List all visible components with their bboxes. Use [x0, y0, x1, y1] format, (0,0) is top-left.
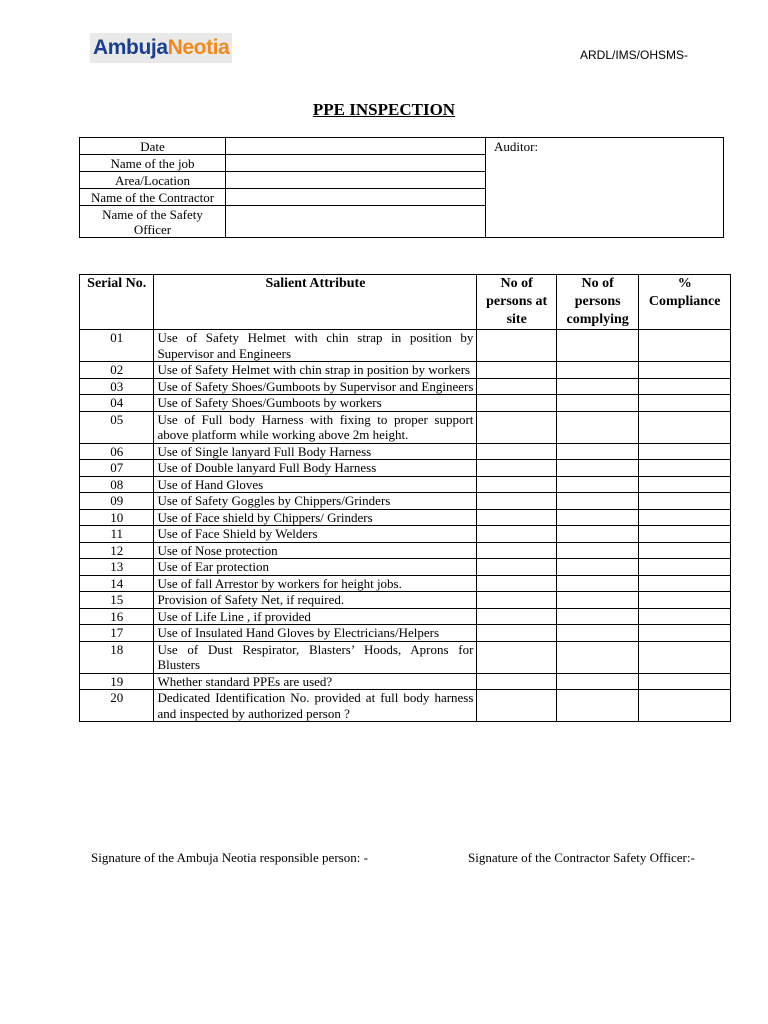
salient-attribute: Whether standard PPEs are used?: [154, 673, 477, 690]
serial-number: 01: [80, 330, 154, 362]
salient-attribute: Use of Safety Shoes/Gumboots by Supervisor and Engineers: [154, 378, 477, 395]
persons-at-site-cell[interactable]: [477, 592, 556, 609]
serial-number: 11: [80, 526, 154, 543]
salient-attribute: Use of Insulated Hand Gloves by Electricians/Helpers: [154, 625, 477, 642]
salient-attribute: Use of Full body Harness with fixing to proper support above platform while working above 2m height.: [154, 411, 477, 443]
serial-number: 05: [80, 411, 154, 443]
persons-at-site-cell[interactable]: [477, 509, 556, 526]
header-compliance: % Compliance: [639, 275, 731, 330]
serial-number: 12: [80, 542, 154, 559]
salient-attribute: Use of Hand Gloves: [154, 476, 477, 493]
header-persons-complying: No of persons complying: [556, 275, 639, 330]
table-row: [80, 330, 731, 362]
serial-number: 16: [80, 608, 154, 625]
area-location-field[interactable]: [226, 172, 486, 189]
table-row: [80, 509, 731, 526]
logo-text-ambuja: Ambuja: [93, 36, 168, 59]
persons-at-site-cell[interactable]: [477, 559, 556, 576]
serial-number: 06: [80, 443, 154, 460]
persons-at-site-cell[interactable]: [477, 575, 556, 592]
persons-complying-cell[interactable]: [556, 673, 639, 690]
persons-complying-cell[interactable]: [556, 690, 639, 722]
persons-at-site-cell[interactable]: [477, 395, 556, 412]
persons-complying-cell[interactable]: [556, 526, 639, 543]
compliance-percent-cell[interactable]: [639, 362, 731, 379]
compliance-percent-cell[interactable]: [639, 330, 731, 362]
header-attribute: Salient Attribute: [154, 275, 477, 330]
persons-complying-cell[interactable]: [556, 411, 639, 443]
info-label-date: Date: [80, 138, 226, 155]
serial-number: 09: [80, 493, 154, 510]
persons-complying-cell[interactable]: [556, 625, 639, 642]
table-row: [80, 559, 731, 576]
compliance-percent-cell[interactable]: [639, 509, 731, 526]
persons-complying-cell[interactable]: [556, 641, 639, 673]
salient-attribute: Use of Safety Helmet with chin strap in position by Supervisor and Engineers: [154, 330, 477, 362]
salient-attribute: Use of fall Arrestor by workers for height jobs.: [154, 575, 477, 592]
contractor-name-field[interactable]: [226, 189, 486, 206]
table-row: [80, 493, 731, 510]
salient-attribute: Use of Single lanyard Full Body Harness: [154, 443, 477, 460]
info-label-job: Name of the job: [80, 155, 226, 172]
persons-at-site-cell[interactable]: [477, 690, 556, 722]
ppe-inspection-table: [79, 274, 731, 722]
compliance-percent-cell[interactable]: [639, 378, 731, 395]
page-title: PPE INSPECTION: [312, 100, 456, 119]
persons-at-site-cell[interactable]: [477, 625, 556, 642]
compliance-percent-cell[interactable]: [639, 608, 731, 625]
salient-attribute: Use of Safety Helmet with chin strap in position by workers: [154, 362, 477, 379]
salient-attribute: Use of Ear protection: [154, 559, 477, 576]
compliance-percent-cell[interactable]: [639, 625, 731, 642]
serial-number: 03: [80, 378, 154, 395]
auditor-label: Auditor:: [494, 139, 539, 154]
serial-number: 14: [80, 575, 154, 592]
serial-number: 10: [80, 509, 154, 526]
info-label-safety-officer: Name of the Safety Officer: [80, 206, 226, 238]
document-reference: ARDL/IMS/OHSMS-: [580, 48, 689, 62]
header-persons-at-site: No of persons at site: [477, 275, 556, 330]
header-serial: Serial No.: [80, 275, 154, 330]
persons-at-site-cell[interactable]: [477, 362, 556, 379]
inspection-info-table: [79, 137, 724, 238]
table-row: [80, 592, 731, 609]
serial-number: 18: [80, 641, 154, 673]
safety-officer-field[interactable]: [226, 206, 486, 238]
table-row: [80, 460, 731, 477]
compliance-percent-cell[interactable]: [639, 476, 731, 493]
compliance-percent-cell[interactable]: [639, 641, 731, 673]
table-row: [80, 411, 731, 443]
salient-attribute: Use of Dust Respirator, Blasters’ Hoods, Aprons for Blusters: [154, 641, 477, 673]
persons-complying-cell[interactable]: [556, 395, 639, 412]
table-row: [80, 378, 731, 395]
signature-contractor-label: Signature of the Contractor Safety Officer:-: [468, 850, 695, 865]
compliance-percent-cell[interactable]: [639, 411, 731, 443]
persons-complying-cell[interactable]: [556, 542, 639, 559]
salient-attribute: Use of Life Line , if provided: [154, 608, 477, 625]
persons-complying-cell[interactable]: [556, 330, 639, 362]
persons-complying-cell[interactable]: [556, 509, 639, 526]
logo-text-neotia: Neotia: [167, 36, 230, 59]
date-field[interactable]: [226, 138, 486, 155]
salient-attribute: Use of Safety Shoes/Gumboots by workers: [154, 395, 477, 412]
salient-attribute: Use of Face shield by Chippers/ Grinders: [154, 509, 477, 526]
serial-number: 20: [80, 690, 154, 722]
compliance-percent-cell[interactable]: [639, 443, 731, 460]
salient-attribute: Use of Safety Goggles by Chippers/Grinders: [154, 493, 477, 510]
compliance-percent-cell[interactable]: [639, 592, 731, 609]
persons-complying-cell[interactable]: [556, 608, 639, 625]
compliance-percent-cell[interactable]: [639, 673, 731, 690]
table-row: [80, 641, 731, 673]
signature-ambuja-label: Signature of the Ambuja Neotia responsible person: -: [91, 850, 368, 865]
persons-at-site-cell[interactable]: [477, 526, 556, 543]
serial-number: 13: [80, 559, 154, 576]
table-row: [80, 526, 731, 543]
table-row: [80, 476, 731, 493]
compliance-percent-cell[interactable]: [639, 559, 731, 576]
table-row: [80, 575, 731, 592]
salient-attribute: Provision of Safety Net, if required.: [154, 592, 477, 609]
compliance-percent-cell[interactable]: [639, 526, 731, 543]
persons-complying-cell[interactable]: [556, 493, 639, 510]
salient-attribute: Dedicated Identification No. provided at full body harness and inspected by authorized person ?: [154, 690, 477, 722]
salient-attribute: Use of Face Shield by Welders: [154, 526, 477, 543]
persons-at-site-cell[interactable]: [477, 443, 556, 460]
persons-at-site-cell[interactable]: [477, 641, 556, 673]
persons-complying-cell[interactable]: [556, 460, 639, 477]
serial-number: 07: [80, 460, 154, 477]
persons-at-site-cell[interactable]: [477, 411, 556, 443]
serial-number: 17: [80, 625, 154, 642]
table-row: [80, 690, 731, 722]
salient-attribute: Use of Double lanyard Full Body Harness: [154, 460, 477, 477]
compliance-percent-cell[interactable]: [639, 542, 731, 559]
table-row: [80, 395, 731, 412]
compliance-percent-cell[interactable]: [639, 575, 731, 592]
table-row: [80, 443, 731, 460]
table-row: [80, 673, 731, 690]
persons-complying-cell[interactable]: [556, 378, 639, 395]
compliance-percent-cell[interactable]: [639, 395, 731, 412]
auditor-cell[interactable]: [486, 138, 724, 238]
info-label-area: Area/Location: [80, 172, 226, 189]
persons-at-site-cell[interactable]: [477, 673, 556, 690]
persons-at-site-cell[interactable]: [477, 542, 556, 559]
persons-complying-cell[interactable]: [556, 575, 639, 592]
persons-at-site-cell[interactable]: [477, 330, 556, 362]
info-label-contractor: Name of the Contractor: [80, 189, 226, 206]
persons-complying-cell[interactable]: [556, 559, 639, 576]
persons-complying-cell[interactable]: [556, 443, 639, 460]
table-row: [80, 608, 731, 625]
persons-at-site-cell[interactable]: [477, 493, 556, 510]
compliance-percent-cell[interactable]: [639, 460, 731, 477]
table-header-row: [80, 275, 731, 330]
persons-at-site-cell[interactable]: [477, 460, 556, 477]
persons-complying-cell[interactable]: [556, 476, 639, 493]
persons-at-site-cell[interactable]: [477, 608, 556, 625]
persons-complying-cell[interactable]: [556, 362, 639, 379]
compliance-percent-cell[interactable]: [639, 493, 731, 510]
persons-at-site-cell[interactable]: [477, 476, 556, 493]
serial-number: 08: [80, 476, 154, 493]
persons-complying-cell[interactable]: [556, 592, 639, 609]
serial-number: 19: [80, 673, 154, 690]
table-row: [80, 625, 731, 642]
compliance-percent-cell[interactable]: [639, 690, 731, 722]
company-logo: [90, 33, 232, 63]
job-name-field[interactable]: [226, 155, 486, 172]
serial-number: 15: [80, 592, 154, 609]
table-row: [80, 362, 731, 379]
serial-number: 02: [80, 362, 154, 379]
persons-at-site-cell[interactable]: [477, 378, 556, 395]
salient-attribute: Use of Nose protection: [154, 542, 477, 559]
table-row: [80, 542, 731, 559]
serial-number: 04: [80, 395, 154, 412]
